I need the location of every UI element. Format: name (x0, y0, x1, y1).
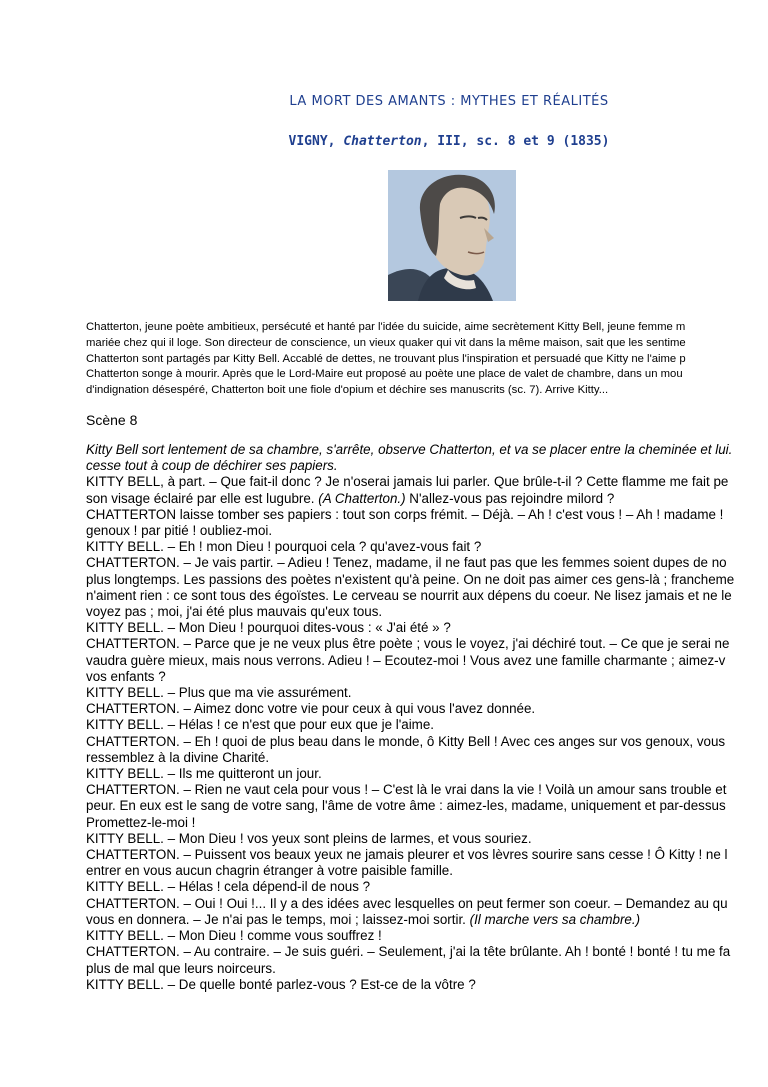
dialogue-line (86, 588, 768, 604)
intro-line: d'indignation désespéré, Chatterton boit une fiole d'opium et déchire ses manuscrits (sc. 7). Arrive Kitty... (86, 384, 609, 397)
dialogue-line-text: Promettez-le-moi ! (86, 814, 196, 830)
dialogue-line (86, 572, 768, 588)
dialogue-line-text: KITTY BELL. – De quelle bonté parlez-vous ? Est-ce de la vôtre ? (86, 976, 476, 992)
subtitle-reference: , III, sc. 8 et 9 (1835) (421, 134, 610, 149)
dialogue-line (86, 539, 768, 555)
dialogue-text (86, 442, 768, 993)
dialogue-line (86, 766, 768, 782)
dialogue-line-text: vous en donnera. – Je n'ai pas le temps, moi ; laissez-moi sortir. (86, 911, 470, 927)
dialogue-line (86, 474, 768, 490)
dialogue-line-text: CHATTERTON. – Eh ! quoi de plus beau dans le monde, ô Kitty Bell ! Avec ces anges sur vos genoux, vous (86, 733, 726, 749)
dialogue-line-text: CHATTERTON. – Parce que je ne veux plus être poète ; vous le voyez, j'ai déchiré tout. – Ce que je serai ne (86, 636, 730, 652)
dialogue-line (86, 734, 768, 750)
dialogue-stage-direction: (Il marche vers sa chambre.) (469, 911, 641, 927)
dialogue-line (86, 507, 768, 523)
intro-line: Chatterton sont partagés par Kitty Bell. Accablé de dettes, ne trouvant plus l'inspiration et persuadé que Kitty ne l'aime p (86, 352, 686, 365)
dialogue-line (86, 896, 768, 912)
dialogue-line-text: KITTY BELL. – Eh ! mon Dieu ! pourquoi cela ? qu'avez-vous fait ? (86, 539, 482, 555)
dialogue-line (86, 782, 768, 798)
dialogue-line (86, 491, 768, 507)
dialogue-line-text: KITTY BELL, à part. – Que fait-il donc ? Je n'oserai jamais lui parler. Que brûle-t-il ? Cette flamme me fait pe (86, 474, 729, 490)
dialogue-line (86, 798, 768, 814)
dialogue-line-text: KITTY BELL. – Hélas ! cela dépend-il de nous ? (86, 879, 371, 895)
dialogue-line-text: KITTY BELL. – Mon Dieu ! vos yeux sont pleins de larmes, et vous souriez. (86, 830, 532, 846)
author-portrait (388, 170, 516, 301)
dialogue-lines (86, 474, 768, 993)
dialogue-line-text: CHATTERTON laisse tomber ses papiers : tout son corps frémit. – Déjà. – Ah ! c'est vous ! – Ah ! madame ! (86, 506, 724, 522)
dialogue-line-text: KITTY BELL. – Ils me quitteront un jour. (86, 766, 322, 782)
stage-direction-line: cesse tout à coup de déchirer ses papiers. (86, 458, 338, 474)
dialogue-line-text: KITTY BELL. – Mon Dieu ! pourquoi dites-vous : « J'ai été » ? (86, 620, 451, 636)
subtitle-author: VIGNY, (288, 134, 344, 149)
dialogue-line-text: CHATTERTON. – Puissent vos beaux yeux ne jamais pleurer et vos lèvres sourire sans cesse ! Ô Kitty ! ne l (86, 847, 728, 863)
dialogue-stage-direction: (A Chatterton.) (318, 490, 406, 506)
subtitle-work: Chatterton (343, 134, 422, 149)
dialogue-line (86, 977, 768, 993)
dialogue-line (86, 685, 768, 701)
dialogue-line (86, 831, 768, 847)
dialogue-line (86, 701, 768, 717)
stage-direction-line: Kitty Bell sort lentement de sa chambre, s'arrête, observe Chatterton, et va se placer entre la cheminée et lui. (86, 442, 733, 457)
dialogue-line-text: plus longtemps. Les passions des poètes n'existent qu'à peine. On ne doit pas aimer ces gens-là ; francheme (86, 571, 735, 587)
dialogue-line (86, 961, 768, 977)
dialogue-line (86, 863, 768, 879)
dialogue-line (86, 620, 768, 636)
dialogue-line-text: n'aiment rien : ce sont tous des égoïstes. Le cerveau se nourrit aux dépens du coeur. Ne lisez jamais et ne le (86, 587, 732, 603)
dialogue-line (86, 928, 768, 944)
document-subtitle (0, 134, 768, 149)
dialogue-line-text: genoux ! par pitié ! oubliez-moi. (86, 523, 273, 539)
dialogue-line-text: entrer en vous aucun chagrin étranger à votre paisible famille. (86, 863, 453, 879)
intro-line: mariée chez qui il loge. Son directeur de conscience, un vieux quaker qui vit dans la même maison, sait que les sentime (86, 336, 686, 349)
dialogue-line-text: KITTY BELL. – Hélas ! ce n'est que pour eux que je l'aime. (86, 717, 435, 733)
intro-line: Chatterton, jeune poète ambitieux, persécuté et hanté par l'idée du suicide, aime secrètement Kitty Bell, jeune femme m (86, 321, 686, 333)
dialogue-line (86, 815, 768, 831)
dialogue-line-text: CHATTERTON. – Au contraire. – Je suis guéri. – Seulement, j'ai la tête brûlante. Ah ! bonté ! bonté ! tu me fa (86, 944, 731, 960)
dialogue-line (86, 653, 768, 669)
dialogue-line (86, 944, 768, 960)
dialogue-line-text: ressemblez à la divine Charité. (86, 749, 270, 765)
dialogue-line (86, 669, 768, 685)
dialogue-line (86, 912, 768, 928)
document-title: LA MORT DES AMANTS : MYTHES ET RÉALITÉS (289, 94, 609, 109)
introduction-paragraph (86, 320, 768, 399)
dialogue-line (86, 636, 768, 652)
dialogue-line (86, 879, 768, 895)
dialogue-line-text: vos enfants ? (86, 668, 166, 684)
dialogue-line (86, 717, 768, 733)
dialogue-line-text: KITTY BELL. – Plus que ma vie assurément. (86, 685, 352, 701)
dialogue-line-text: vaudra guère mieux, mais nous verrons. Adieu ! – Ecoutez-moi ! Vous avez une famille charmante ; aimez-v (86, 652, 726, 668)
dialogue-line (86, 555, 768, 571)
intro-line: Chatterton songe à mourir. Après que le Lord-Maire eut proposé au poète une place de valet de chambre, dans un mou (86, 368, 683, 381)
dialogue-line-text: CHATTERTON. – Je vais partir. – Adieu ! Tenez, madame, il ne faut pas que les femmes soient dupes de no (86, 555, 727, 571)
dialogue-line-text: N'allez-vous pas rejoindre milord ? (405, 490, 615, 506)
dialogue-line-text: peur. En eux est le sang de votre sang, l'âme de votre âme : aimez-les, madame, uniquement et par-dessus (86, 798, 726, 814)
dialogue-line-text: KITTY BELL. – Mon Dieu ! comme vous souffrez ! (86, 928, 382, 944)
dialogue-line-text: CHATTERTON. – Aimez donc votre vie pour ceux à qui vous l'avez donnée. (86, 701, 536, 717)
dialogue-line-text: plus de mal que leurs noirceurs. (86, 960, 276, 976)
dialogue-line-text: son visage éclairé par elle est lugubre. (86, 490, 319, 506)
dialogue-line-text: voyez pas ; moi, j'ai été plus mauvais qu'eux tous. (86, 604, 383, 620)
dialogue-line (86, 523, 768, 539)
dialogue-line-text: CHATTERTON. – Rien ne vaut cela pour vous ! – C'est là le vrai dans la vie ! Voilà un amour sans trouble et (86, 782, 727, 798)
scene-heading: Scène 8 (86, 412, 138, 428)
dialogue-line (86, 750, 768, 766)
dialogue-line-text: CHATTERTON. – Oui ! Oui !... Il y a des idées avec lesquelles on peut fermer son coeur. – Demandez au qu (86, 895, 728, 911)
dialogue-line (86, 604, 768, 620)
dialogue-line (86, 847, 768, 863)
